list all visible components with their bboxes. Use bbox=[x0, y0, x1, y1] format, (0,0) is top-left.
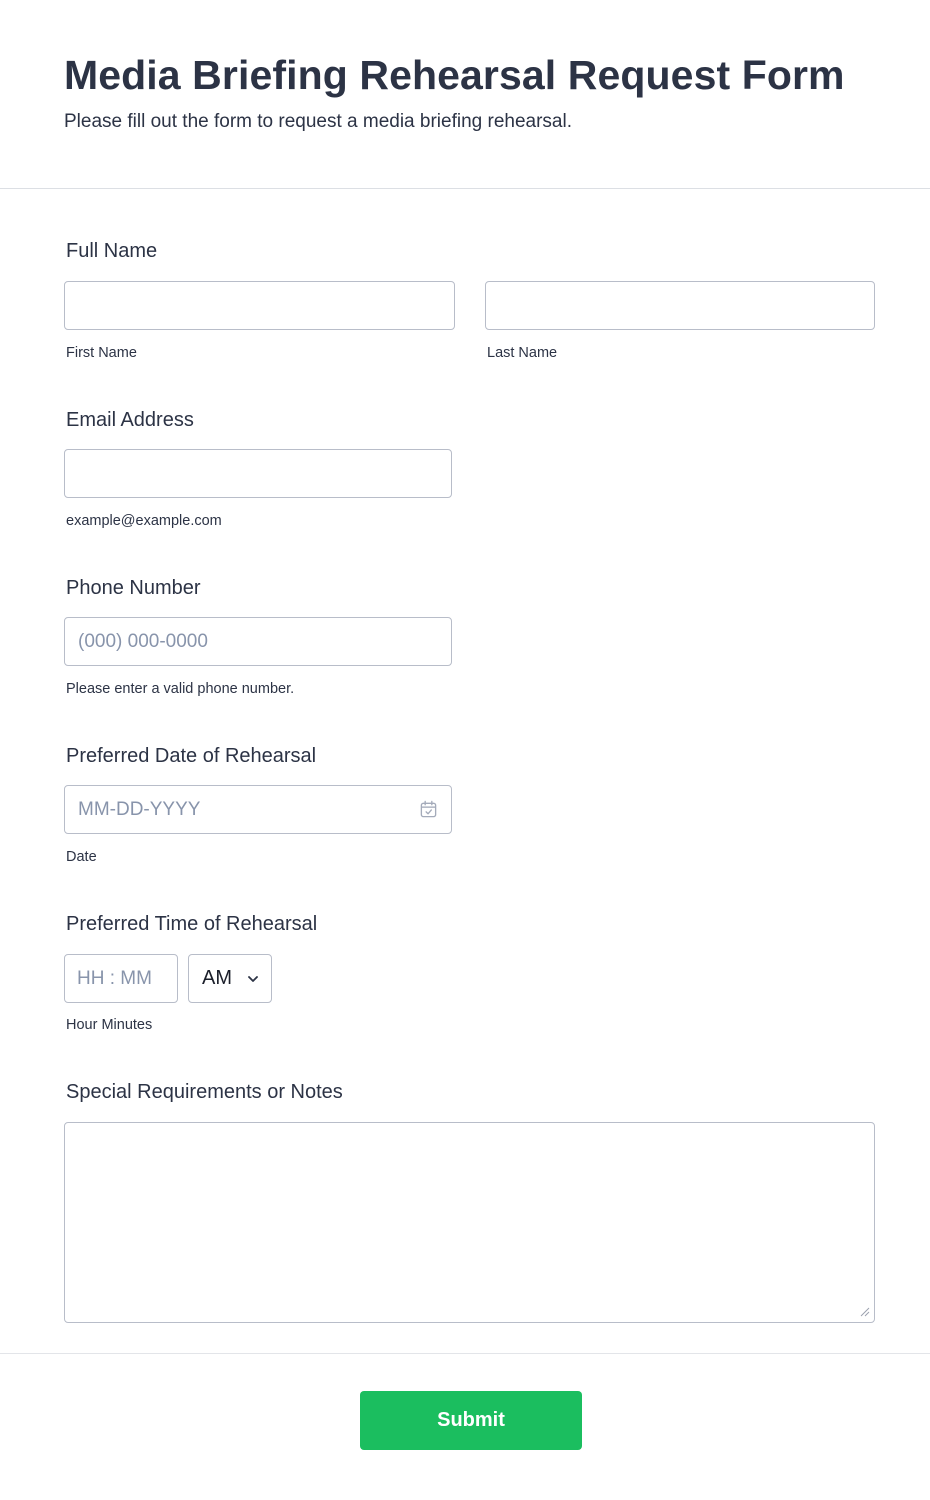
last-name-input[interactable] bbox=[485, 281, 875, 330]
date-input[interactable] bbox=[64, 785, 452, 834]
time-label: Preferred Time of Rehearsal bbox=[66, 913, 318, 935]
email-sublabel: example@example.com bbox=[66, 513, 222, 529]
resize-grip-icon[interactable] bbox=[858, 1305, 870, 1317]
form-header bbox=[0, 0, 930, 189]
email-input[interactable] bbox=[64, 449, 452, 498]
ampm-select[interactable] bbox=[188, 954, 272, 1003]
footer-divider bbox=[0, 1353, 930, 1354]
form-title: Media Briefing Rehearsal Request Form bbox=[64, 52, 845, 98]
date-label: Preferred Date of Rehearsal bbox=[66, 745, 317, 767]
calendar-icon[interactable] bbox=[419, 800, 438, 819]
notes-textarea[interactable] bbox=[64, 1122, 875, 1323]
form-subtitle: Please fill out the form to request a media briefing rehearsal. bbox=[64, 111, 572, 132]
full-name-label: Full Name bbox=[66, 240, 158, 262]
first-name-input[interactable] bbox=[64, 281, 455, 330]
email-label: Email Address bbox=[66, 409, 194, 431]
phone-input[interactable] bbox=[64, 617, 452, 666]
first-name-sublabel: First Name bbox=[66, 345, 137, 361]
time-input[interactable] bbox=[64, 954, 178, 1003]
chevron-down-icon bbox=[247, 973, 259, 985]
phone-label: Phone Number bbox=[66, 577, 201, 599]
time-sublabel: Hour Minutes bbox=[66, 1017, 153, 1033]
submit-button[interactable]: Submit bbox=[360, 1391, 582, 1450]
notes-label: Special Requirements or Notes bbox=[66, 1081, 343, 1103]
date-sublabel: Date bbox=[66, 849, 97, 865]
phone-sublabel: Please enter a valid phone number. bbox=[66, 681, 295, 697]
ampm-value: AM bbox=[202, 967, 232, 989]
last-name-sublabel: Last Name bbox=[487, 345, 558, 361]
